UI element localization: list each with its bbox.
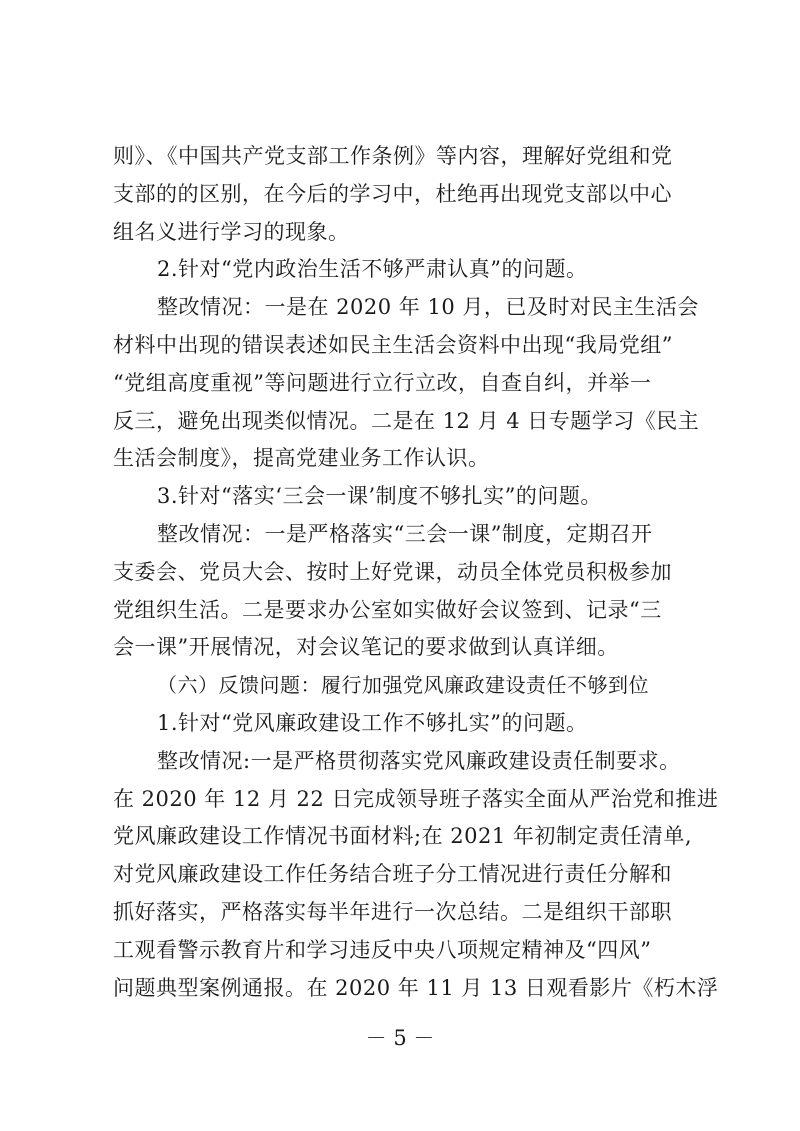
text-line: 材料中出现的错误表述如民主生活会资料中出现“我局党组” xyxy=(113,332,673,357)
text-line: 问题典型案例通报。在 2020 年 11 月 13 日观看影片《朽木浮 xyxy=(113,975,719,1000)
text-line: 会一课”开展情况，对会议笔记的要求做到认真详细。 xyxy=(113,635,619,660)
text-line: 生活会制度》，提高党建业务工作认识。 xyxy=(113,446,490,471)
text-line: 组名义进行学习的现象。 xyxy=(113,219,350,244)
paragraph-start: 整改情况:一是严格贯彻落实党风廉政建设责任制要求。 xyxy=(157,748,681,773)
text-line: 在 2020 年 12 月 22 日完成领导班子落实全面从严治党和推进 xyxy=(113,786,719,811)
document-body xyxy=(113,138,719,1007)
section-heading: （六）反馈问题：履行加强党风廉政建设责任不够到位 xyxy=(157,673,649,698)
text-line: 党风廉政建设工作情况书面材料;在 2021 年初制定责任清单, xyxy=(113,824,693,849)
text-line: 党组织生活。二是要求办公室如实做好会议签到、记录“三 xyxy=(113,597,662,622)
text-line: 则》、《中国共产党支部工作条例》等内容，理解好党组和党 xyxy=(113,144,673,168)
item-heading: 2.针对“党内政治生活不够严肃认真”的问题。 xyxy=(157,257,588,282)
text-line: 反三，避免出现类似情况。二是在 12 月 4 日专题学习《民主 xyxy=(113,408,700,433)
page-number: － 5 － xyxy=(365,1026,435,1050)
text-line: 支部的的区别，在今后的学习中，杜绝再出现党支部以中心 xyxy=(113,181,672,206)
text-line: “党组高度重视”等问题进行立行立改，自查自纠，并举一 xyxy=(113,370,652,395)
paragraph-start: 整改情况：一是在 2020 年 10 月，已及时对民主生活会 xyxy=(157,295,699,320)
text-line: 对党风廉政建设工作任务结合班子分工情况进行责任分解和 xyxy=(113,862,672,887)
text-line: 支委会、党员大会、按时上好党课，动员全体党员积极参加 xyxy=(113,559,672,584)
item-heading: 3.针对“落实‘三会一课’制度不够扎实”的问题。 xyxy=(157,484,602,509)
text-line: 工观看警示教育片和学习违反中央八项规定精神及“四风” xyxy=(113,937,652,962)
text-line: 抓好落实，严格落实每半年进行一次总结。二是组织干部职 xyxy=(113,899,672,924)
item-heading: 1.针对“党风廉政建设工作不够扎实”的问题。 xyxy=(157,710,588,735)
paragraph-start: 整改情况：一是严格落实“三会一课”制度，定期召开 xyxy=(157,521,653,546)
